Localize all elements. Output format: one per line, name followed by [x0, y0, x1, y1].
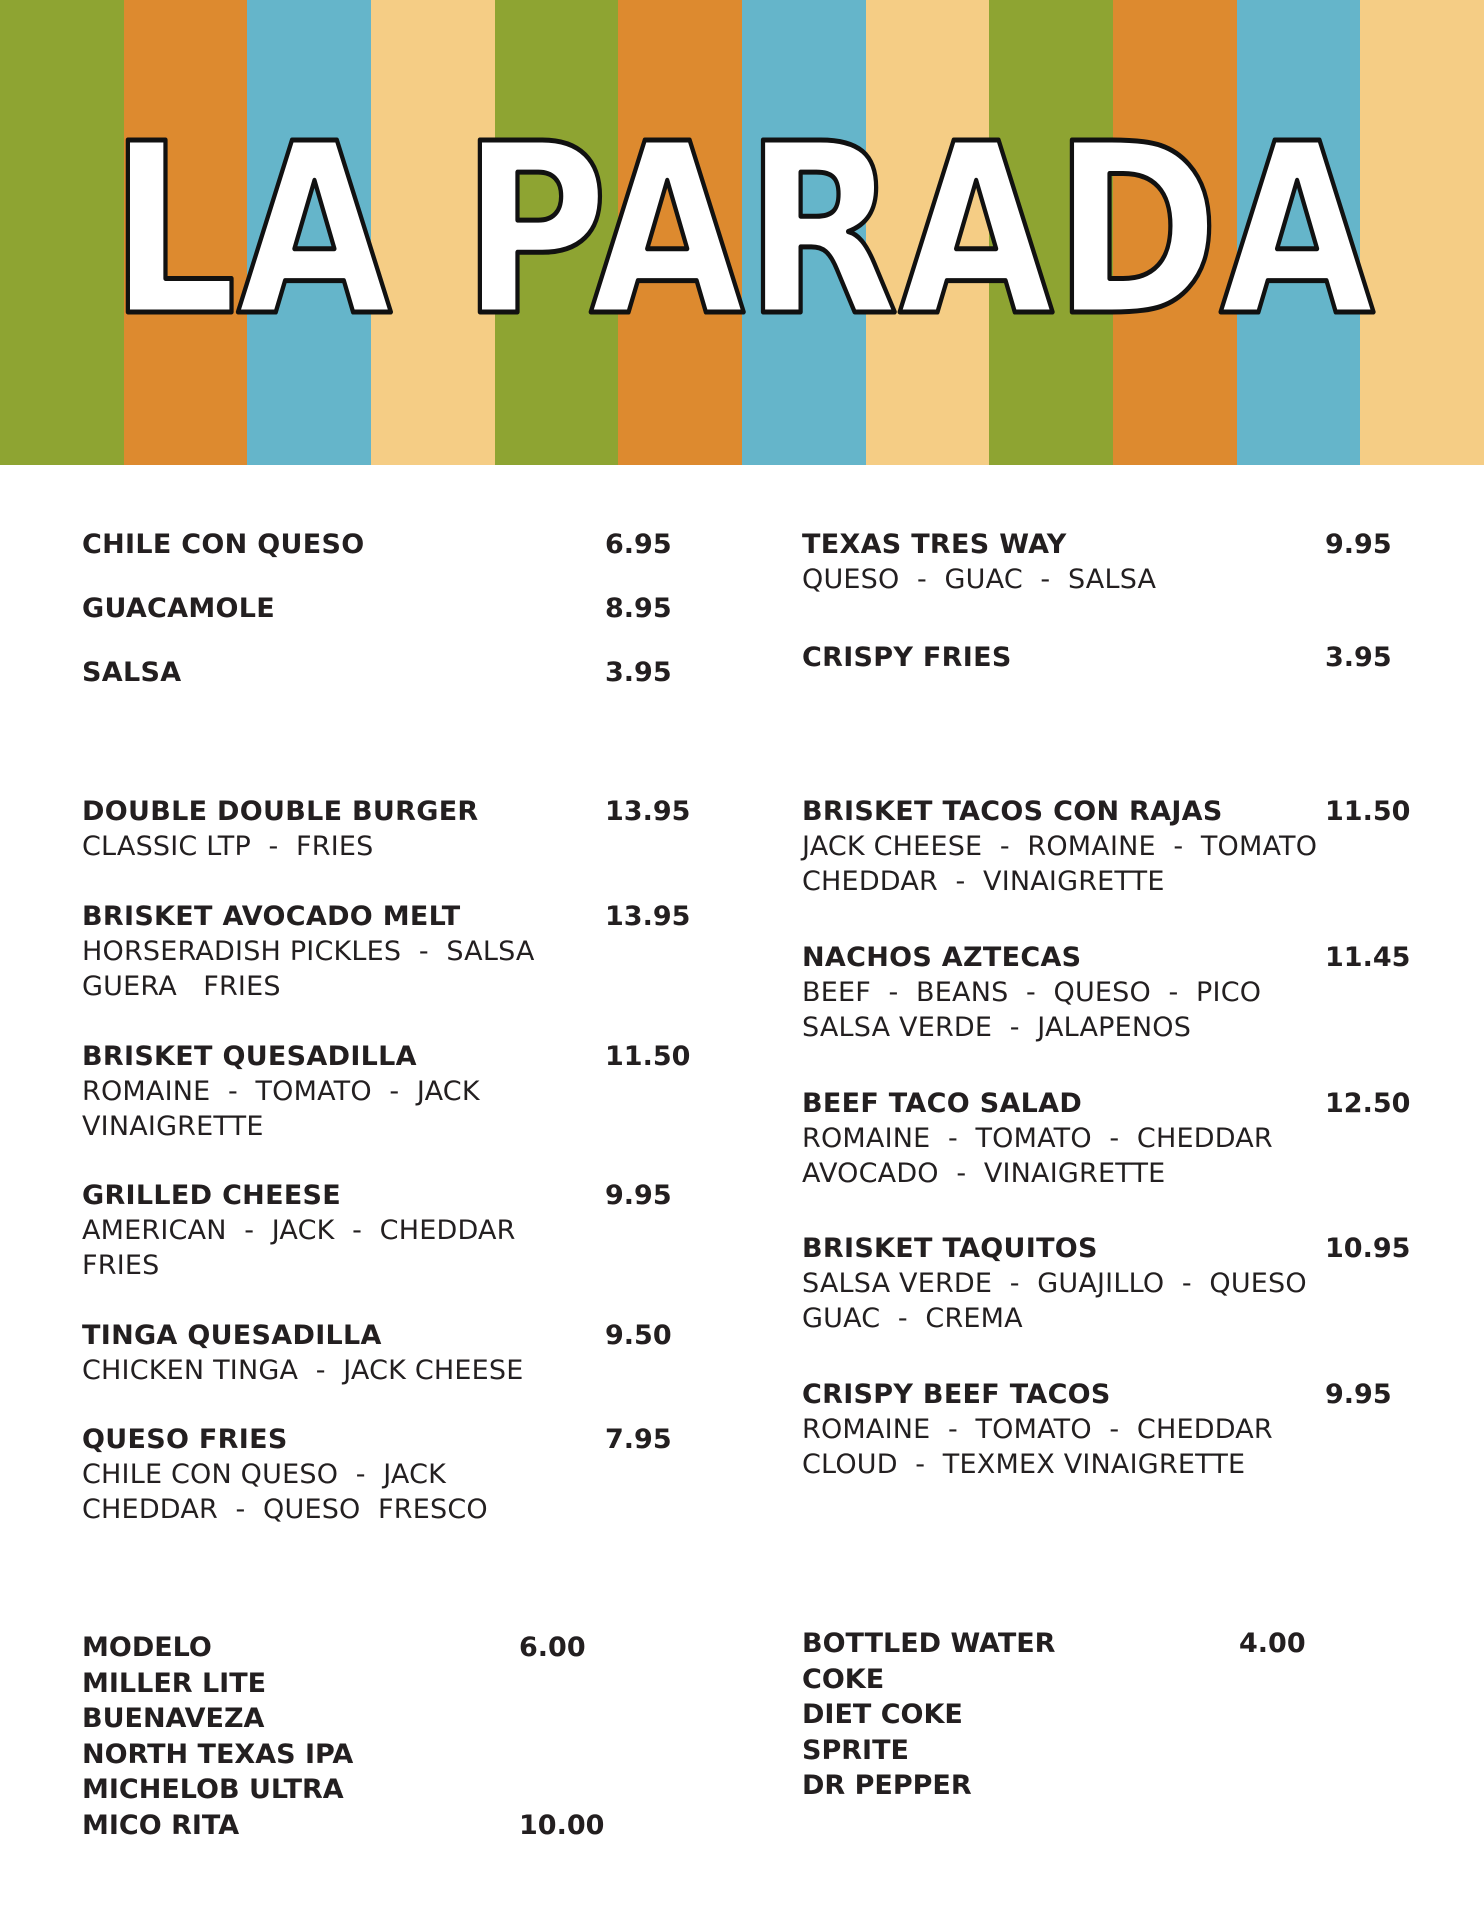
menu-item — [802, 1377, 1392, 1482]
drink-name: MICHELOB ULTRA — [82, 1774, 344, 1805]
menu-item-header — [802, 794, 1411, 829]
menu-item — [802, 1086, 1411, 1191]
menu-item-header — [802, 940, 1411, 975]
menu-item-header — [82, 794, 691, 829]
menu-item-price: 11.50 — [1325, 796, 1411, 827]
menu-item-name: BEEF TACO SALAD — [802, 1088, 1083, 1119]
menu-item — [82, 1178, 672, 1283]
menu-item-price: 10.95 — [1325, 1233, 1411, 1264]
menu-item-description: BEEF - BEANS - QUESO - PICO SALSA VERDE - JALAPENOS — [802, 977, 1262, 1043]
drink-name: COKE — [802, 1663, 885, 1695]
menu-item-price: 11.45 — [1325, 942, 1411, 973]
drink-name: DR PEPPER — [802, 1770, 972, 1801]
drink-item — [82, 1737, 353, 1773]
menu-item-name: CHILE CON QUESO — [82, 529, 365, 560]
menu-item-name: TEXAS TRES WAY — [802, 529, 1067, 560]
menu-item-description: AMERICAN - JACK - CHEDDAR FRIES — [82, 1215, 516, 1281]
menu-item-description: CHILE CON QUESO - JACK CHEDDAR - QUESO FRESCO — [82, 1459, 488, 1525]
menu-item-header — [82, 1422, 672, 1457]
menu-item-name: NACHOS AZTECAS — [802, 942, 1082, 973]
menu-item-header — [82, 1318, 672, 1353]
menu-item — [82, 1318, 672, 1388]
menu-item-name: QUESO FRIES — [82, 1424, 288, 1455]
menu-item-name: CRISPY BEEF TACOS — [802, 1379, 1111, 1410]
drink-item — [802, 1733, 1055, 1769]
menu-item — [802, 1231, 1411, 1336]
drink-item — [802, 1626, 1306, 1662]
drink-name: DIET COKE — [802, 1699, 963, 1730]
menu-item — [82, 899, 691, 1004]
menu-item — [82, 1039, 691, 1144]
menu-item-header — [82, 591, 672, 626]
drink-name: BOTTLED WATER — [802, 1628, 1056, 1659]
drink-price: 4.00 — [1239, 1628, 1306, 1659]
menu-item — [802, 527, 1392, 597]
menu-item-name: BRISKET AVOCADO MELT — [82, 901, 461, 932]
drink-item — [82, 1772, 353, 1808]
menu-item-description: QUESO - GUAC - SALSA — [802, 564, 1157, 595]
beer-list — [82, 1630, 605, 1843]
menu-item-name: DOUBLE DOUBLE BURGER — [82, 796, 479, 827]
menu-item — [82, 794, 691, 864]
menu-item-price: 9.95 — [1325, 529, 1392, 560]
menu-item-name: CRISPY FRIES — [802, 642, 1012, 673]
drink-item — [82, 1630, 586, 1666]
menu-header — [0, 0, 1484, 465]
drink-name: MICO RITA — [82, 1809, 240, 1841]
drink-price: 6.00 — [519, 1632, 586, 1663]
menu-item-header — [802, 1086, 1411, 1121]
menu-item-price: 6.95 — [605, 529, 672, 560]
drink-item — [82, 1808, 605, 1844]
drink-item — [82, 1701, 353, 1737]
menu-item-description: CLASSIC LTP - FRIES — [82, 831, 374, 862]
drink-name: BUENAVEZA — [82, 1703, 265, 1734]
menu-item-header — [82, 527, 672, 562]
brand-title: LA PARADA — [109, 93, 1375, 368]
brand-title-graphic — [0, 0, 1484, 465]
menu-item-header — [802, 640, 1392, 675]
drink-name: NORTH TEXAS IPA — [82, 1738, 354, 1770]
drink-name: SPRITE — [802, 1734, 909, 1766]
menu-item-price: 8.95 — [605, 593, 672, 624]
menu-item — [802, 940, 1411, 1045]
menu-item-name: SALSA — [82, 657, 182, 688]
menu-item-description: SALSA VERDE - GUAJILLO - QUESO GUAC - CREMA — [802, 1268, 1307, 1334]
menu-item-price: 7.95 — [605, 1424, 672, 1455]
drink-name: MILLER LITE — [82, 1667, 267, 1699]
menu-item-description: HORSERADISH PICKLES - SALSA GUERA FRIES — [82, 936, 535, 1002]
menu-item-header — [82, 1178, 672, 1213]
drink-item — [802, 1662, 1055, 1698]
menu-item-description: ROMAINE - TOMATO - CHEDDAR CLOUD - TEXMEX VINAIGRETTE — [802, 1414, 1273, 1480]
menu-item-price: 11.50 — [605, 1041, 691, 1072]
menu-item-price: 9.50 — [605, 1320, 672, 1351]
drink-item — [82, 1666, 353, 1702]
menu-item — [82, 591, 672, 626]
menu-item-header — [802, 527, 1392, 562]
menu-item-price: 9.95 — [1325, 1379, 1392, 1410]
menu-item-price: 12.50 — [1325, 1088, 1411, 1119]
menu-item-price: 13.95 — [605, 796, 691, 827]
menu-item-name: TINGA QUESADILLA — [82, 1320, 382, 1351]
menu-item-price: 9.95 — [605, 1180, 672, 1211]
menu-item-name: BRISKET QUESADILLA — [82, 1041, 417, 1072]
menu-item-name: BRISKET TACOS CON RAJAS — [802, 796, 1223, 827]
menu-item — [82, 1422, 672, 1527]
soft-drink-list — [802, 1626, 1306, 1804]
menu-item-description: ROMAINE - TOMATO - CHEDDAR AVOCADO - VINAIGRETTE — [802, 1123, 1273, 1189]
menu-item-header — [82, 1039, 691, 1074]
menu-item — [802, 640, 1392, 675]
drink-name: MODELO — [82, 1632, 212, 1663]
menu-item-header — [802, 1231, 1411, 1266]
menu-item-description: CHICKEN TINGA - JACK CHEESE — [82, 1355, 524, 1386]
menu-item-description: ROMAINE - TOMATO - JACK VINAIGRETTE — [82, 1076, 480, 1142]
menu-item-price: 13.95 — [605, 901, 691, 932]
menu-item-name: GRILLED CHEESE — [82, 1180, 342, 1211]
menu-item — [802, 794, 1411, 899]
menu-item-price: 3.95 — [605, 657, 672, 688]
menu-item-description: JACK CHEESE - ROMAINE - TOMATO CHEDDAR - VINAIGRETTE — [802, 831, 1318, 897]
drink-item — [802, 1768, 1055, 1804]
menu-item-price: 3.95 — [1325, 642, 1392, 673]
menu-item — [82, 655, 672, 690]
drink-item — [802, 1697, 1055, 1733]
drink-price: 10.00 — [519, 1809, 605, 1841]
menu-item-name: GUACAMOLE — [82, 593, 276, 624]
menu-item-header — [802, 1377, 1392, 1412]
menu-item-header — [82, 655, 672, 690]
menu-item-name: BRISKET TAQUITOS — [802, 1233, 1098, 1264]
menu-item-header — [82, 899, 691, 934]
menu-item — [82, 527, 672, 562]
